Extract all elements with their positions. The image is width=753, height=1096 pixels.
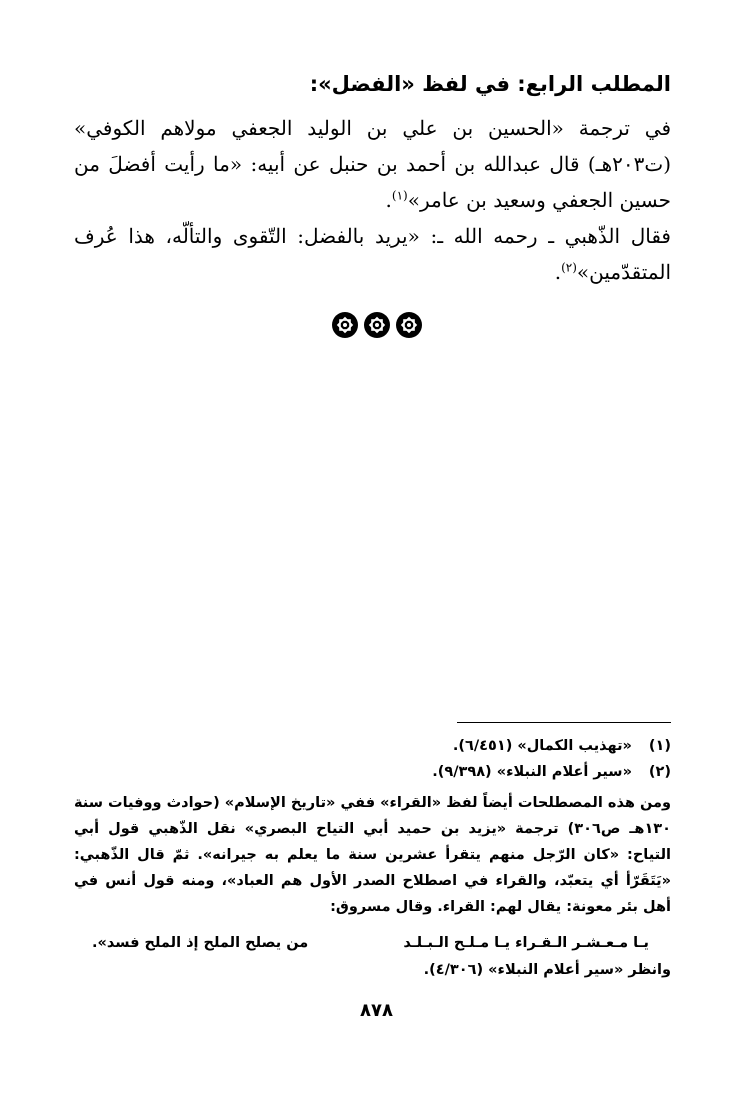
footnote-2-see-also: وانظر «سير أعلام النبلاء» (٤/٣٠٦).: [423, 962, 671, 978]
footnote-2-body: ومن هذه المصطلحات أيضاً لفظ «القراء» ففي «تاريخ الإسلام» (حوادث ووفيات سنة ١٣٠هـ ص٣٠٦) ترجمة «يزيد بن حميد أبي التياح البصري» نقل الذّهبي قول أبي التياح: «كان الرّجل منهم يتقرأ عشرين سنة ما يعلم به جيرانه». ثمّ قال الذّهبي: «يَتَقَرّأ أي يتعبّد، والقراء في اصطلاح الصدر الأول هم العباد»، ومنه قول أنس في أهل بئر معونة: يقال لهم: القراء. وقال مسروق:: [74, 795, 671, 915]
poem-verse: [92, 930, 649, 956]
knot-medallion-icon: [332, 312, 358, 338]
paragraph-2: فقال الذّهبي ـ رحمه الله ـ: «يريد بالفضل: التّقوى والتألّه، هذا عُرف المتقدّمين»$^{(٢)}$.: [74, 224, 671, 284]
footnote-2-text: «سير أعلام النبلاء» (٩/٣٩٨).: [432, 764, 632, 780]
paragraph-1: في ترجمة «الحسين بن علي بن الوليد الجعفي مولاهم الكوفي» (ت٢٠٣هـ) قال عبدالله بن أحمد بن حنبل عن أبيه: «ما رأيت أفضلَ من حسين الجعفي وسعيد بن عامر»$^{(١)}$.: [74, 116, 671, 212]
footnote-separator: [457, 722, 671, 723]
verse-first-hemistich: يـا مـعـشـر الـقـراء يـا مـلـح الـبـلـد: [403, 935, 649, 951]
footnote-1: [74, 733, 671, 759]
footnote-ref-2[interactable]: (٢): [561, 260, 577, 275]
footnote-1-text: «تهذيب الكمال» (٦/٤٥١).: [452, 738, 632, 754]
knot-medallion-icon: [396, 312, 422, 338]
verse-second-hemistich: من يصلح الملح إذ الملح فسد».: [92, 935, 309, 951]
footnote-2-number: (٢): [648, 764, 671, 780]
page-number: ٨٧٨: [360, 1000, 393, 1021]
paragraph-2-text: فقال الذّهبي ـ رحمه الله ـ: «يريد بالفضل: التّقوى والتألّه، هذا عُرف المتقدّمين»: [74, 224, 671, 284]
footnote-ref-1[interactable]: (١): [391, 188, 408, 203]
paragraph-1-text: في ترجمة «الحسين بن علي بن الوليد الجعفي مولاهم الكوفي» (ت٢٠٣هـ) قال عبدالله بن أحمد بن حنبل عن أبيه: «ما رأيت أفضلَ من حسين الجعفي وسعيد بن عامر»: [74, 116, 671, 212]
knot-medallion-icon: [364, 312, 390, 338]
footnote-2: [74, 759, 671, 785]
footnote-1-number: (١): [648, 738, 671, 754]
section-divider-ornaments: [0, 312, 753, 338]
section-heading: المطلب الرابع: في لفظ «الفضل»:: [309, 72, 671, 96]
